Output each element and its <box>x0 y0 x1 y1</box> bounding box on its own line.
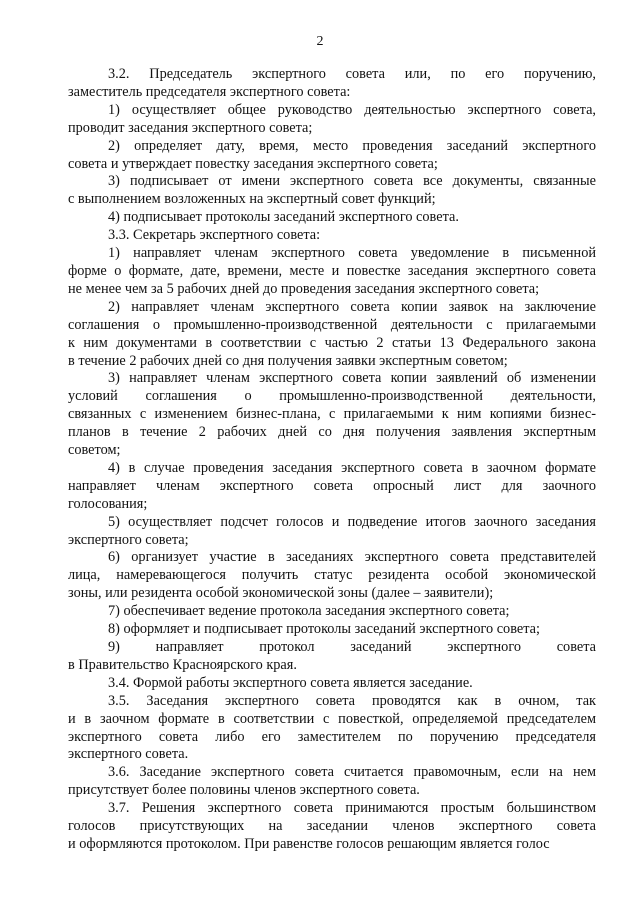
paragraph <box>68 800 596 854</box>
paragraph <box>68 549 596 603</box>
paragraph <box>68 514 596 550</box>
text-line: не менее чем за 5 рабочих дней до проведения заседания экспертного совета; <box>68 280 540 297</box>
paragraph <box>68 370 596 460</box>
text-line: присутствует более половины членов экспертного совета. <box>68 782 420 799</box>
text-line: заместитель председателя экспертного совета: <box>68 83 351 100</box>
text-line: 9) направляет протокол заседаний экспертного совета <box>108 639 596 655</box>
text-line: к ним документами в соответствии с частью 2 статьи 13 Федерального закона <box>68 334 596 351</box>
paragraph <box>68 460 596 514</box>
text-line: 6) организует участие в заседаниях экспертного совета представителей <box>108 549 596 566</box>
text-line: 1) направляет членам экспертного совета уведомление в письменной <box>108 245 596 262</box>
text-line: голосов присутствующих на заседании членов экспертного совета <box>68 818 596 835</box>
text-line: планов в течение 2 рабочих дней со дня получения заявления экспертным <box>68 424 596 441</box>
text-line: связанных с изменением бизнес-плана, с прилагаемыми к ним копиями бизнес- <box>68 406 596 423</box>
text-line: 8) оформляет и подписывает протоколы заседаний экспертного совета; <box>108 621 540 638</box>
text-line: экспертного совета; <box>68 531 189 548</box>
text-line: в Правительство Красноярского края. <box>68 656 297 673</box>
paragraph <box>68 138 596 174</box>
paragraph <box>68 675 596 693</box>
text-line: советом; <box>68 442 121 459</box>
text-line: голосования; <box>68 495 148 512</box>
paragraph <box>68 102 596 138</box>
paragraph <box>68 639 596 675</box>
text-line: условий соглашения о промышленно-производственной деятельности, <box>68 388 596 405</box>
text-line: с выполнением возложенных на экспертный совет функций; <box>68 191 436 208</box>
text-line: экспертного совета. <box>68 746 189 763</box>
paragraph <box>68 245 596 299</box>
text-line: в течение 2 рабочих дней со дня получения заявки экспертным советом; <box>68 352 508 369</box>
paragraph <box>68 603 596 621</box>
text-line: 4) подписывает протоколы заседаний экспертного совета. <box>108 209 459 226</box>
text-line: лица, намеревающегося получить статус резидента особой экономической <box>68 567 596 584</box>
text-line: и оформляются протоколом. При равенстве голосов решающим является голос <box>68 835 550 852</box>
text-line: 4) в случае проведения заседания экспертного совета в заочном формате <box>108 459 596 476</box>
paragraph <box>68 621 596 639</box>
page-number: 2 <box>316 34 324 49</box>
paragraph <box>68 299 596 371</box>
text-line: направляет членам экспертного совета опросный лист для заочного <box>68 477 596 494</box>
text-line: форме о формате, дате, времени, месте и повестке заседания экспертного совета <box>68 262 596 279</box>
text-line: 2) направляет членам экспертного совета копии заявок на заключение <box>108 298 596 315</box>
paragraph <box>68 764 596 800</box>
paragraph <box>68 693 596 765</box>
text-line: 3.6. Заседание экспертного совета считается правомочным, если на нем <box>108 764 596 781</box>
text-line: 3.7. Решения экспертного совета принимаются простым большинством <box>108 800 596 817</box>
text-line: 1) осуществляет общее руководство деятельностью экспертного совета, <box>108 101 596 118</box>
text-line: экспертного совета либо его заместителем по поручению председателя <box>68 728 596 745</box>
text-line: 3.3. Секретарь экспертного совета: <box>108 227 321 244</box>
text-line: 3) направляет членам экспертного совета копии заявлений об изменении <box>108 370 596 387</box>
text-line: зоны, или резидента особой экономической зоны (далее – заявители); <box>68 585 494 602</box>
text-line: соглашения о промышленно-производственной деятельности с прилагаемыми <box>68 316 596 333</box>
text-line: 3.4. Формой работы экспертного совета является заседание. <box>108 674 473 691</box>
paragraph <box>68 209 596 227</box>
text-line: 5) осуществляет подсчет голосов и подведение итогов заочного заседания <box>108 513 596 530</box>
paragraph <box>68 173 596 209</box>
text-line: проводит заседания экспертного совета; <box>68 119 313 136</box>
text-line: 3.5. Заседания экспертного совета проводятся как в очном, так <box>108 692 596 709</box>
text-line: 3) подписывает от имени экспертного совета все документы, связанные <box>108 173 596 190</box>
text-line: и в заочном формате в соответствии с повесткой, определяемой председателем <box>68 710 596 727</box>
text-line: 3.2. Председатель экспертного совета или, по его поручению, <box>108 66 596 82</box>
paragraph <box>68 66 596 102</box>
document-body <box>68 66 596 854</box>
text-line: совета и утверждает повестку заседания экспертного совета; <box>68 155 438 172</box>
text-line: 7) обеспечивает ведение протокола заседания экспертного совета; <box>108 603 510 620</box>
text-line: 2) определяет дату, время, место проведения заседаний экспертного <box>108 137 596 154</box>
paragraph <box>68 227 596 245</box>
